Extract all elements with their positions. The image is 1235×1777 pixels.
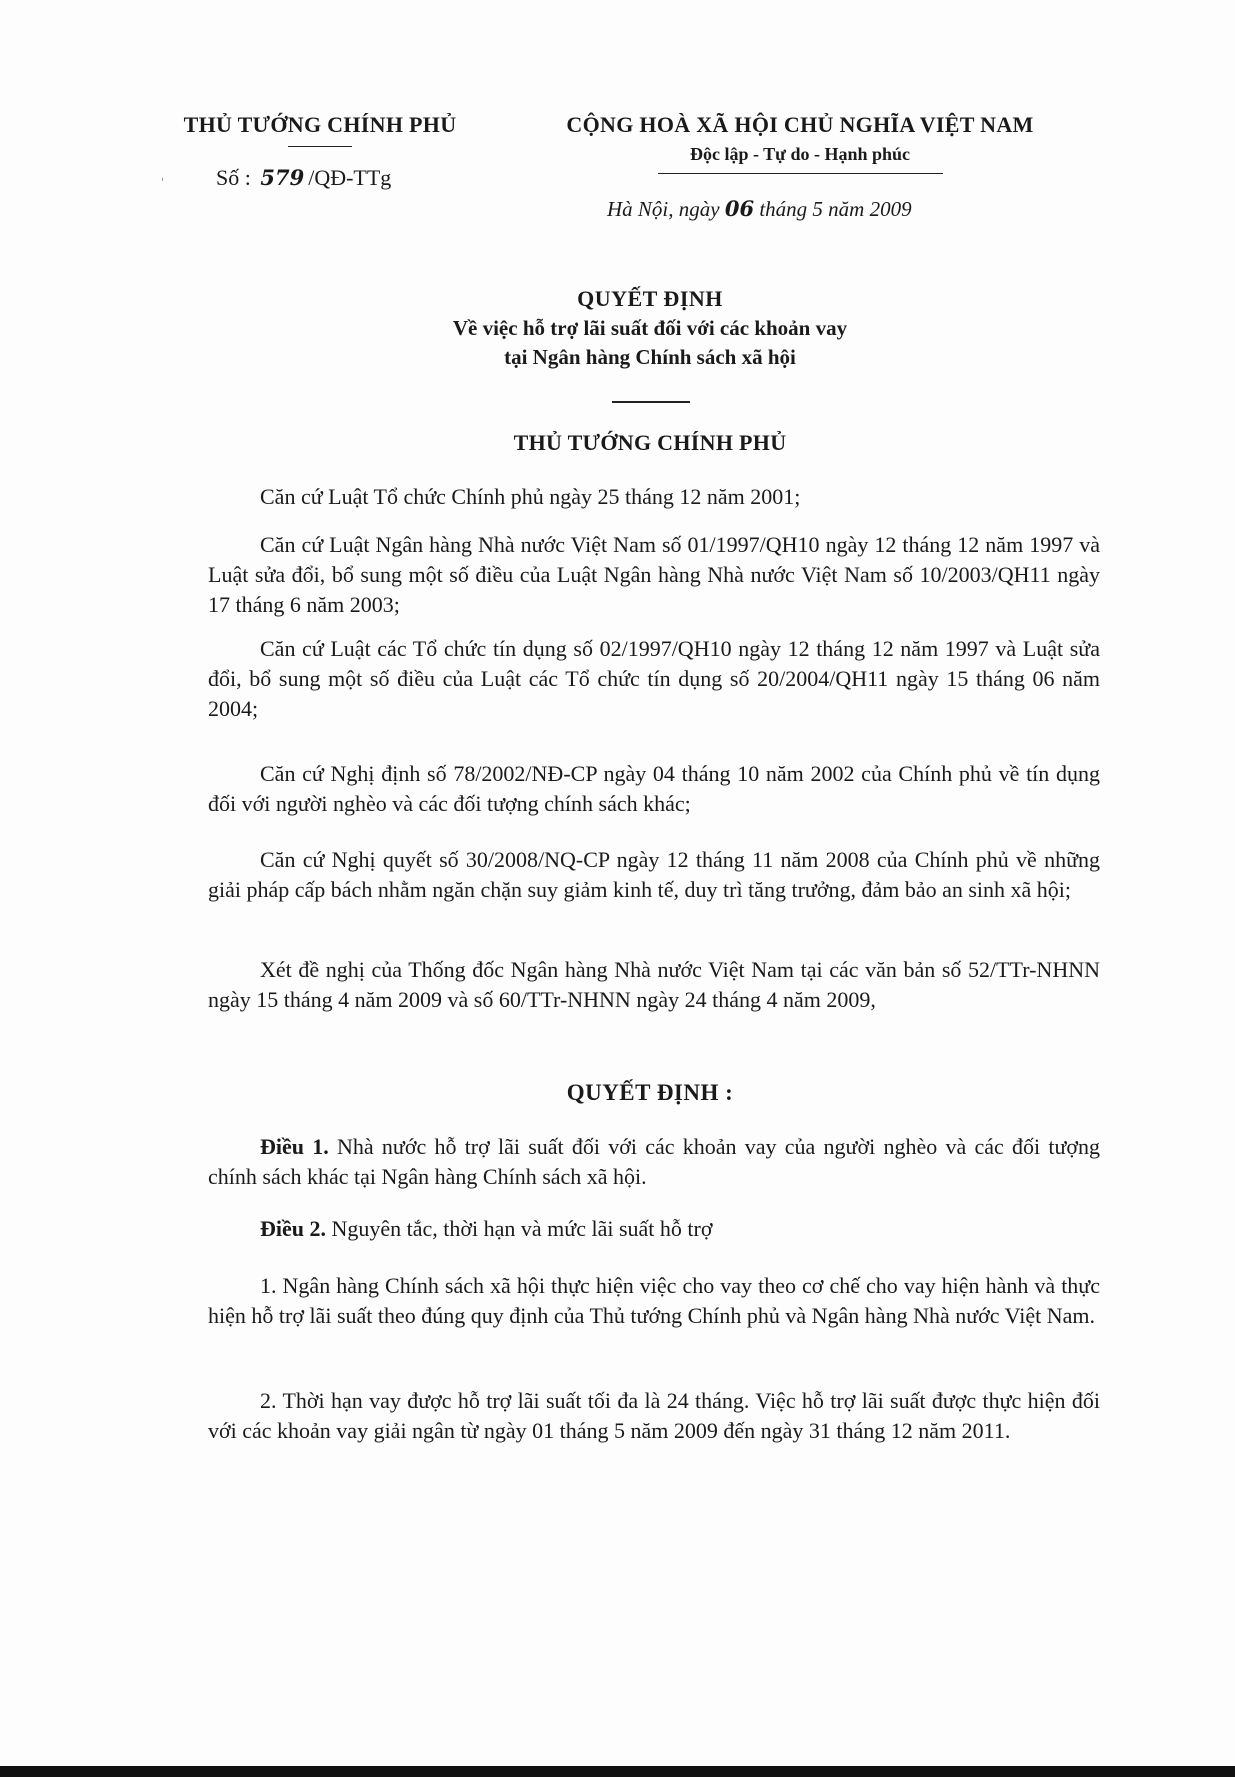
article-1: [208, 1132, 1100, 1192]
scan-mark: [162, 178, 163, 181]
document-number: [216, 165, 391, 191]
article-2-label: Điều 2.: [260, 1216, 326, 1241]
preamble-clause-2: Căn cứ Luật Ngân hàng Nhà nước Việt Nam số 01/1997/QH10 ngày 12 tháng 12 năm 1997 và Luật sửa đổi, bổ sung một số điều của Luật Ngân hàng Nhà nước Việt Nam số 10/2003/QH11 ngày 17 tháng 6 năm 2003;: [208, 532, 1100, 617]
preamble-clause-4: Căn cứ Nghị định số 78/2002/NĐ-CP ngày 04 tháng 10 năm 2002 của Chính phủ về tín dụng đối với người nghèo và các đối tượng chính sách khác;: [208, 761, 1100, 816]
article-2-text: Nguyên tắc, thời hạn và mức lãi suất hỗ trợ: [331, 1216, 713, 1241]
date-day-handwritten: 06: [724, 196, 755, 221]
motto-underline: [658, 173, 943, 174]
doc-number-suffix: /QĐ-TTg: [308, 165, 392, 190]
place-date-suffix: tháng 5 năm 2009: [759, 197, 912, 221]
issuer-name: THỦ TƯỚNG CHÍNH PHỦ: [183, 112, 457, 137]
subject-line-2: tại Ngân hàng Chính sách xã hội: [504, 345, 796, 369]
preamble-clause-5: Căn cứ Nghị quyết số 30/2008/NQ-CP ngày 12 tháng 11 năm 2008 của Chính phủ về những giải pháp cấp bách nhằm ngăn chặn suy giảm kinh tế, duy trì tăng trưởng, đảm bảo an sinh xã hội;: [208, 847, 1100, 902]
issuer-block: [160, 112, 480, 147]
doc-number-handwritten: 579: [260, 165, 305, 190]
article-2: [208, 1214, 1100, 1244]
decision-heading: QUYẾT ĐỊNH :: [566, 1080, 734, 1105]
scan-bottom-edge: [0, 1766, 1235, 1777]
authority-heading: THỦ TƯỚNG CHÍNH PHỦ: [513, 430, 787, 455]
preamble-clause-3: Căn cứ Luật các Tổ chức tín dụng số 02/1997/QH10 ngày 12 tháng 12 năm 1997 và Luật sửa đổi, bổ sung một số điều của Luật các Tổ chức tín dụng số 20/2004/QH11 ngày 15 tháng 06 năm 2004;: [208, 636, 1100, 721]
national-motto: Độc lập - Tự do - Hạnh phúc: [689, 144, 911, 164]
preamble-clause-1: Căn cứ Luật Tổ chức Chính phủ ngày 25 tháng 12 năm 2001;: [260, 484, 801, 509]
country-name: CỘNG HOÀ XÃ HỘI CHỦ NGHĨA VIỆT NAM: [566, 112, 1034, 137]
article-2-item-2: 2. Thời hạn vay được hỗ trợ lãi suất tối đa là 24 tháng. Việc hỗ trợ lãi suất được thực hiện đối với các khoản vay giải ngân từ ngày 01 tháng 5 năm 2009 đến ngày 31 tháng 12 năm 2011.: [208, 1388, 1100, 1443]
title-block: [300, 286, 1000, 370]
preamble-clause-6: Xét đề nghị của Thống đốc Ngân hàng Nhà nước Việt Nam tại các văn bản số 52/TTr-NHNN ngày 15 tháng 4 năm 2009 và số 60/TTr-NHNN ngày 24 tháng 4 năm 2009,: [208, 957, 1100, 1012]
title-divider: [612, 401, 690, 403]
subject-line-1: Về việc hỗ trợ lãi suất đối với các khoản vay: [452, 316, 848, 340]
article-2-item-1: 1. Ngân hàng Chính sách xã hội thực hiện việc cho vay theo cơ chế cho vay hiện hành và thực hiện hỗ trợ lãi suất theo đúng quy định của Thủ tướng Chính phủ và Ngân hàng Nhà nước Việt Nam.: [208, 1273, 1100, 1328]
place-date-prefix: Hà Nội, ngày: [607, 197, 720, 221]
article-1-label: Điều 1.: [260, 1134, 329, 1159]
doc-number-prefix: Số :: [216, 165, 251, 190]
national-header: [520, 112, 1080, 174]
document-type: QUYẾT ĐỊNH: [577, 286, 723, 311]
issuer-underline: [288, 146, 352, 147]
article-1-text: Nhà nước hỗ trợ lãi suất đối với các khoản vay của người nghèo và các đối tượng chính sách khác tại Ngân hàng Chính sách xã hội.: [208, 1134, 1101, 1189]
place-and-date: [607, 196, 912, 222]
